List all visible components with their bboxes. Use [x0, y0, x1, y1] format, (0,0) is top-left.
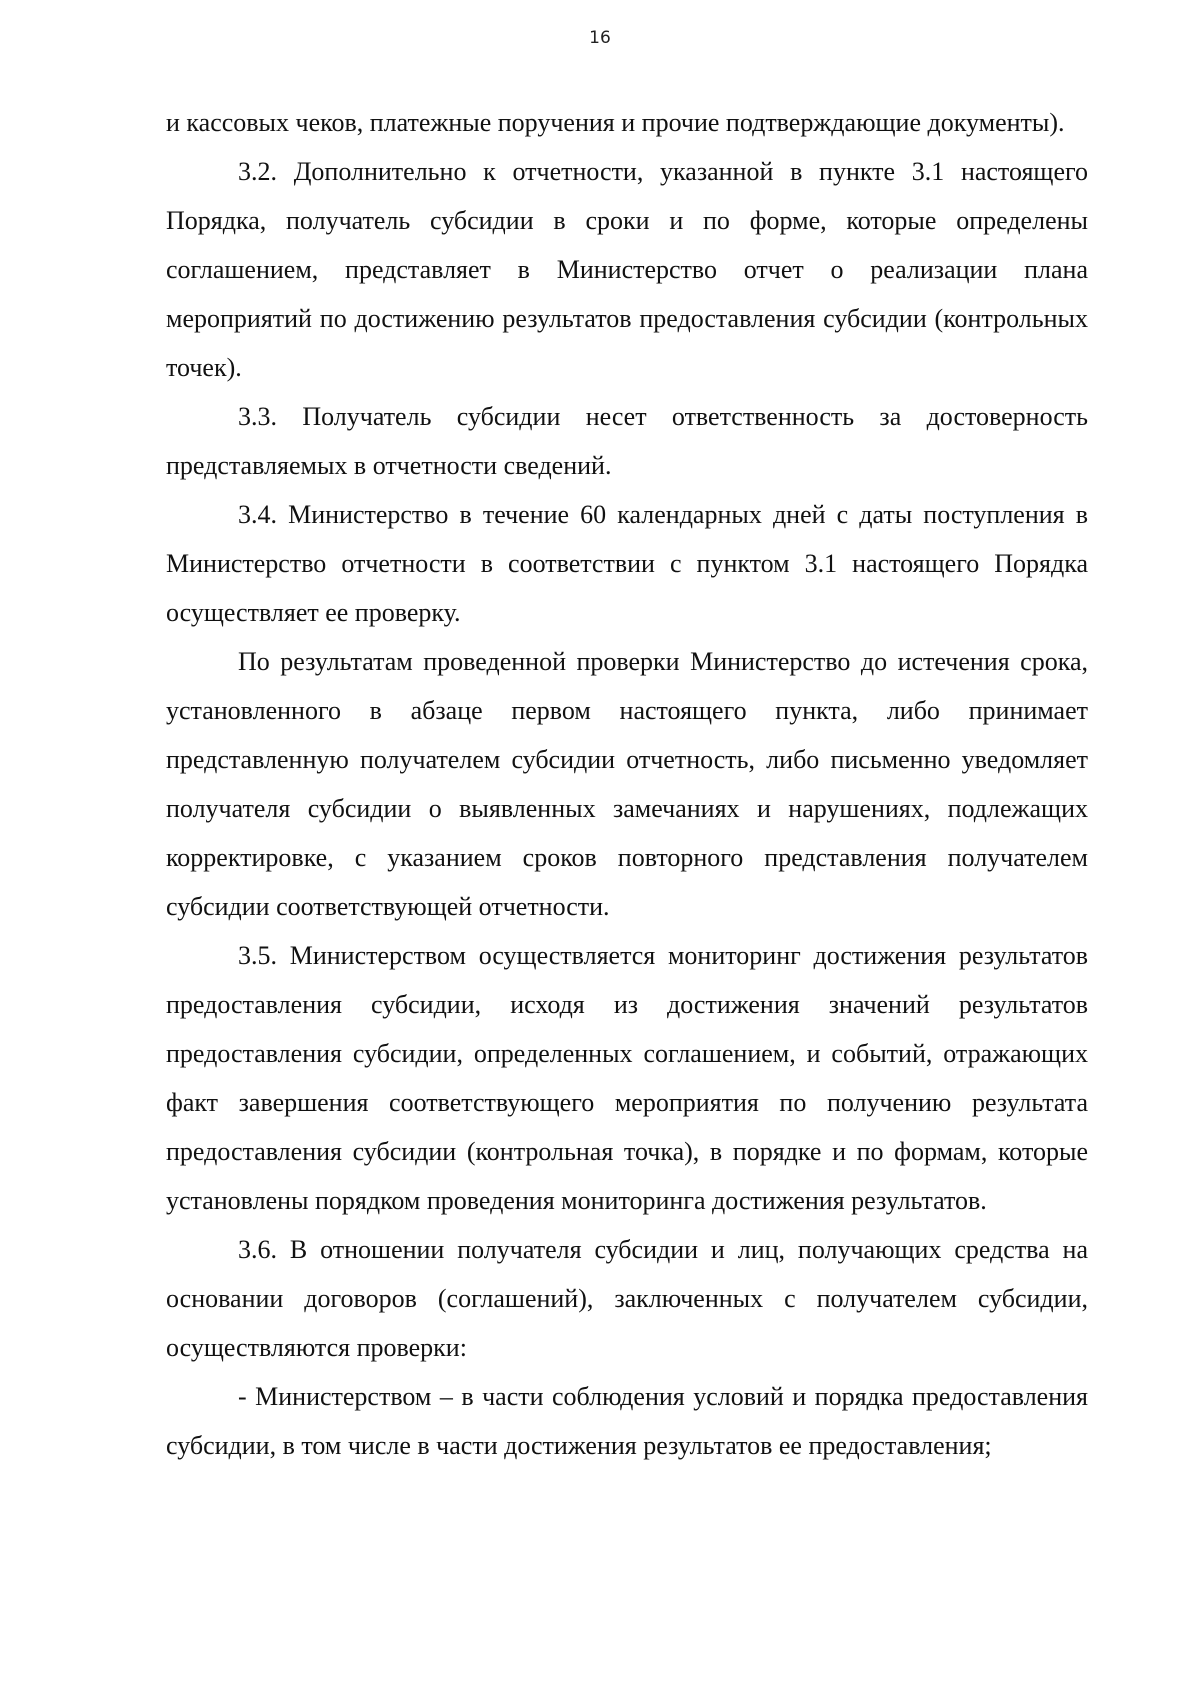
paragraph-continuation: и кассовых чеков, платежные поручения и прочие подтверждающие документы). [166, 108, 1065, 137]
paragraph-3-5: 3.5. Министерством осуществляется мониторинг достижения результатов предоставления субсидии, исходя из достижения значений результатов предоставления субсидии, определенных соглашением, и событий, отражающих факт завершения соответствующего мероприятия по получению результата предоставления субсидии (контрольная точка), в порядке и по формам, которые установлены порядком проведения мониторинга достижения результатов. [166, 941, 1088, 1215]
paragraph-3-6: 3.6. В отношении получателя субсидии и лиц, получающих средства на основании договоров (соглашений), заключенных с получателем субсидии, осуществляются проверки: [166, 1235, 1088, 1362]
document-body [166, 98, 1088, 1470]
page-number: 16 [589, 28, 611, 48]
list-item-ministry-checks: - Министерством – в части соблюдения условий и порядка предоставления субсидии, в том числе в части достижения результатов ее предоставления; [166, 1382, 1088, 1460]
paragraph-3-3: 3.3. Получатель субсидии несет ответственность за достоверность представляемых в отчетности сведений. [166, 402, 1088, 480]
paragraph-3-2: 3.2. Дополнительно к отчетности, указанной в пункте 3.1 настоящего Порядка, получатель субсидии в сроки и по форме, которые определены соглашением, представляет в Министерство отчет о реализации плана мероприятий по достижению результатов предоставления субсидии (контрольных точек). [166, 157, 1088, 382]
paragraph-3-4: 3.4. Министерство в течение 60 календарных дней с даты поступления в Министерство отчетности в соответствии с пунктом 3.1 настоящего Порядка осуществляет ее проверку. [166, 500, 1088, 627]
paragraph-3-4-results: По результатам проведенной проверки Министерство до истечения срока, установленного в абзаце первом настоящего пункта, либо принимает представленную получателем субсидии отчетность, либо письменно уведомляет получателя субсидии о выявленных замечаниях и нарушениях, подлежащих корректировке, с указанием сроков повторного представления получателем субсидии соответствующей отчетности. [166, 647, 1088, 921]
